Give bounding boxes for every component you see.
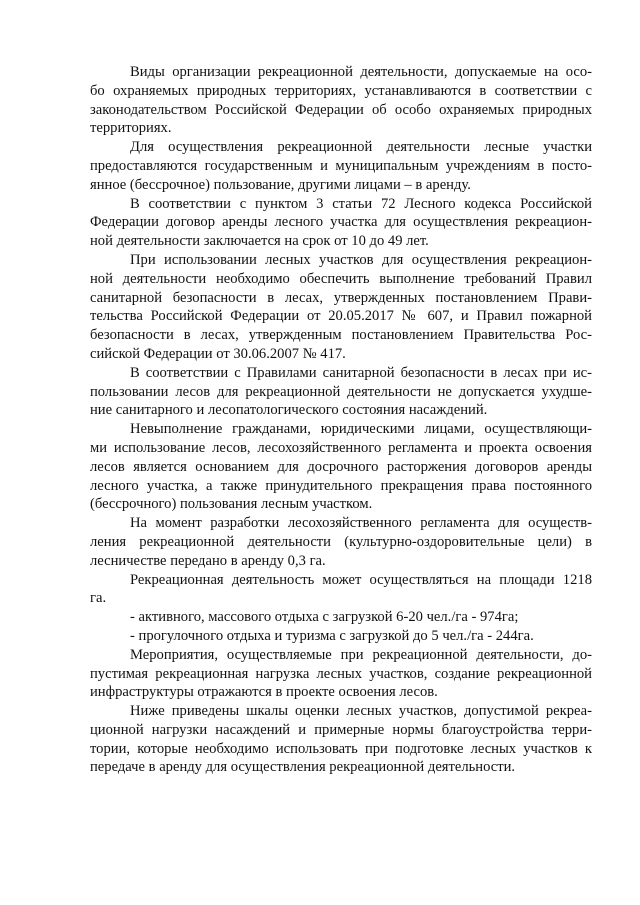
- text-line: В соответствии с пунктом 3 статьи 72 Лесного кодекса Российской: [130, 195, 592, 212]
- text-line: законодательством Российской Федерации об особо охраняемых природных: [90, 101, 592, 118]
- text-line: предоставляются государственным и муниципальным учреждениям в посто-: [90, 157, 592, 174]
- paragraph-lease-term: [90, 195, 592, 251]
- paragraph-safety-rules: [90, 251, 592, 364]
- paragraph-protected-territories: [90, 63, 592, 138]
- text-line: - активного, массового отдыха с загрузкой 6-20 чел./га - 974га;: [130, 609, 519, 626]
- text-line: ной деятельности заключается на срок от 10 до 49 лет.: [90, 233, 429, 250]
- text-line: бо охраняемых природных территориях, устанавливаются в соответствии с: [90, 82, 592, 99]
- text-line: янное (бессрочное) пользование, другими лицами – в аренду.: [90, 176, 471, 193]
- text-line: пользовании лесов для рекреационной деятельности не допускается ухудше-: [90, 383, 592, 400]
- paragraph-recreation-area: [90, 571, 592, 609]
- paragraph-assessment-scales: [90, 702, 592, 777]
- text-line: лесов является основанием для досрочного расторжения договоров аренды: [90, 458, 592, 475]
- text-line: лесного участка, а также принудительного прекращения права постоянного: [90, 477, 592, 494]
- list-item-walking-recreation: [90, 627, 592, 646]
- text-line: Виды организации рекреационной деятельности, допускаемые на осо-: [130, 64, 592, 80]
- text-line: Рекреационная деятельность может осуществляться на площади 1218: [130, 571, 592, 588]
- text-line: Невыполнение гражданами, юридическими лицами, осуществляющи-: [130, 421, 592, 438]
- list-item-active-recreation: [90, 608, 592, 627]
- text-line: - прогулочного отдыха и туризма с загрузкой до 5 чел./га - 244га.: [130, 627, 534, 644]
- paragraph-measures: [90, 646, 592, 702]
- text-line: ной деятельности необходимо обеспечить выполнение требований Правил: [90, 270, 592, 287]
- paragraph-sanitary-rules: [90, 364, 592, 420]
- text-line: (бессрочного) пользования лесным участком.: [90, 496, 373, 513]
- text-line: ционной нагрузки насаждений и примерные нормы благоустройства терри-: [90, 721, 592, 738]
- document-page: [90, 63, 592, 777]
- paragraph-current-lease: [90, 514, 592, 570]
- text-line: ми использование лесов, лесохозяйственного регламента и проекта освоения: [90, 439, 592, 456]
- text-line: безопасности в лесах, утвержденным постановлением Правительства Рос-: [90, 327, 592, 344]
- text-line: тории, которые необходимо использовать при подготовке лесных участков к: [90, 740, 592, 757]
- text-line: санитарной безопасности в лесах, утвержденных постановлением Прави-: [90, 289, 592, 306]
- text-line: сийской Федерации от 30.06.2007 № 417.: [90, 345, 346, 362]
- text-line: В соответствии с Правилами санитарной безопасности в лесах при ис-: [130, 364, 592, 381]
- text-line: Мероприятия, осуществляемые при рекреационной деятельности, до-: [130, 646, 592, 663]
- text-line: Федерации договор аренды лесного участка для осуществления рекреацион-: [90, 214, 592, 231]
- text-line: тельства Российской Федерации от 20.05.2017 № 607, и Правил пожарной: [90, 308, 592, 325]
- text-line: ние санитарного и лесопатологического состояния насаждений.: [90, 402, 488, 419]
- text-line: инфраструктуры отражаются в проекте освоения лесов.: [90, 684, 438, 701]
- text-line: Для осуществления рекреационной деятельности лесные участки: [130, 139, 592, 156]
- text-line: лесничестве передано в аренду 0,3 га.: [90, 552, 326, 569]
- text-line: пустимая рекреационная нагрузка лесных участков, создание рекреационной: [90, 665, 592, 682]
- text-line: На момент разработки лесохозяйственного регламента для осуществ-: [130, 515, 592, 532]
- text-line: передаче в аренду для осуществления рекреационной деятельности.: [90, 759, 516, 776]
- text-line: га.: [90, 590, 107, 607]
- paragraph-forest-plots-provision: [90, 138, 592, 194]
- text-line: ления рекреационной деятельности (культурно-оздоровительные цели) в: [90, 533, 592, 550]
- text-line: Ниже приведены шкалы оценки лесных участков, допустимой рекреа-: [130, 703, 592, 720]
- paragraph-non-compliance: [90, 420, 592, 514]
- text-line: При использовании лесных участков для осуществления рекреацион-: [130, 251, 592, 268]
- text-line: территориях.: [90, 120, 172, 137]
